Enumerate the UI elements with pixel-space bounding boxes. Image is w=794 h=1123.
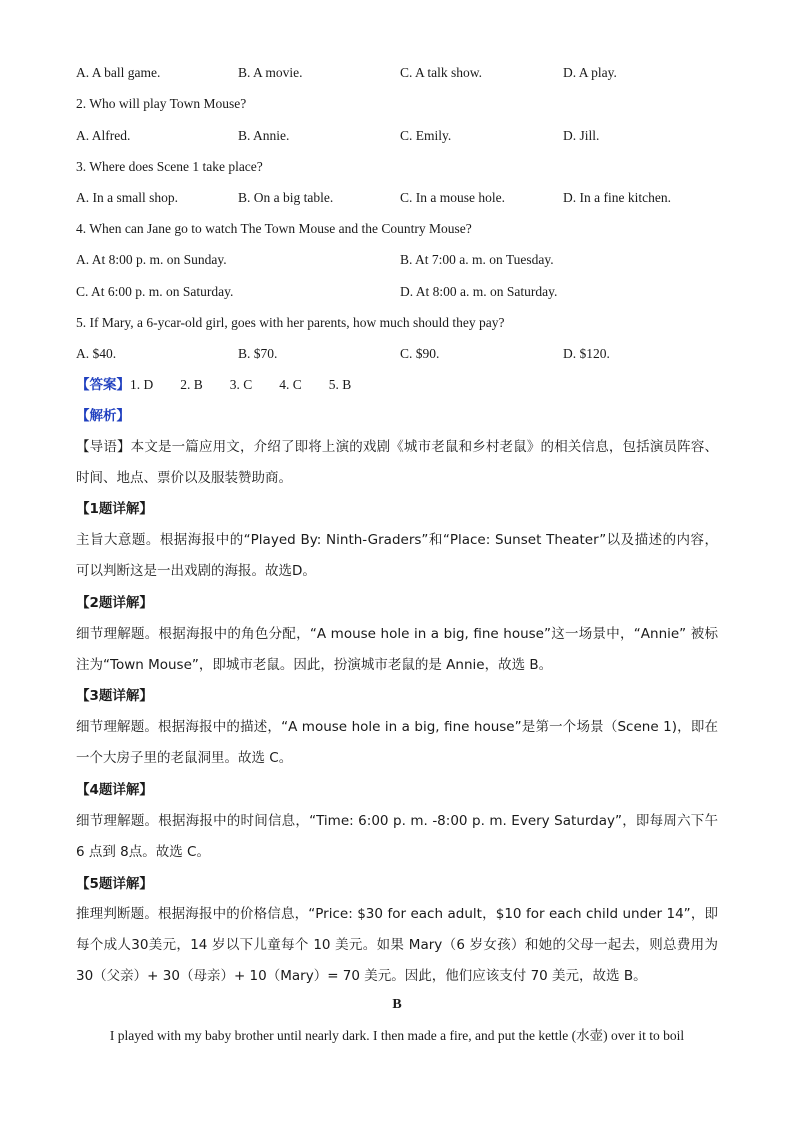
- q1-option-a: A. A ball game.: [76, 65, 161, 80]
- q2-option-c: C. Emily.: [400, 128, 452, 143]
- section-2-heading: 【2题详解】: [76, 595, 153, 611]
- q2-option-d: D. Jill.: [563, 128, 600, 143]
- q2-option-a: A. Alfred.: [76, 128, 131, 143]
- section-b-label: B: [392, 997, 402, 1012]
- q4-option-d: D. At 8:00 a. m. on Saturday.: [400, 284, 558, 299]
- q2-stem: 2. Who will play Town Mouse?: [76, 96, 247, 111]
- section-5-heading: 【5题详解】: [76, 876, 153, 892]
- answer-text: 1. D 2. B 3. C 4. C 5. B: [130, 377, 352, 392]
- q5-option-b: B. $70.: [238, 346, 278, 361]
- section-1-body: 主旨大意题。根据海报中的“Played By: Ninth-Graders”和“Place: Sunset Theater”以及描述的内容，可以判断这是一出戏剧的海报。故选D。: [76, 532, 718, 579]
- q5-option-a: A. $40.: [76, 346, 117, 361]
- section-5-body: 推理判断题。根据海报中的价格信息，“Price: $30 for each adult，$10 for each child under 14”，即每个成人30美元，14 岁以下儿童每个 10 美元。如果 Mary（6 岁女孩）和她的父母一起去，则总费用为 30（父亲）+ 30（母亲）+ 10（Mary）= 70 美元。因此，他们应该支付 70 美元，故选 B。: [76, 906, 718, 984]
- passage-b-first-line: I played with my baby brother until nearly dark. I then made a fire, and put the kettle (水壶) over it to boil: [109, 1028, 685, 1043]
- section-1-heading: 【1题详解】: [76, 501, 153, 517]
- q5-option-c: C. $90.: [400, 346, 440, 361]
- q5-option-d: D. $120.: [563, 346, 610, 361]
- q3-option-c: C. In a mouse hole.: [400, 190, 505, 205]
- q1-option-d: D. A play.: [563, 65, 617, 80]
- q4-option-a: A. At 8:00 p. m. on Sunday.: [76, 252, 227, 267]
- q1-option-c: C. A talk show.: [400, 65, 483, 80]
- q3-option-b: B. On a big table.: [238, 190, 334, 205]
- q4-option-c: C. At 6:00 p. m. on Saturday.: [76, 284, 234, 299]
- q3-stem: 3. Where does Scene 1 take place?: [76, 159, 263, 174]
- q4-option-b: B. At 7:00 a. m. on Tuesday.: [400, 252, 554, 267]
- q3-option-a: A. In a small shop.: [76, 190, 178, 205]
- section-2-body: 细节理解题。根据海报中的角色分配，“A mouse hole in a big, fine house”这一场景中，“Annie” 被标注为“Town Mouse”，即城市老鼠。因此，扮演城市老鼠的是 Annie，故选 B。: [76, 626, 718, 673]
- analysis-label: 【解析】: [76, 408, 130, 424]
- q2-option-b: B. Annie.: [238, 128, 290, 143]
- q5-stem: 5. If Mary, a 6-ycar-old girl, goes with her parents, how much should they pay?: [76, 315, 505, 330]
- answer-label: 【答案】: [76, 377, 130, 393]
- q1-option-b: B. A movie.: [238, 65, 303, 80]
- q3-option-d: D. In a fine kitchen.: [563, 190, 671, 205]
- section-4-heading: 【4题详解】: [76, 782, 153, 798]
- q4-stem: 4. When can Jane go to watch The Town Mouse and the Country Mouse?: [76, 221, 472, 236]
- section-3-body: 细节理解题。根据海报中的描述，“A mouse hole in a big, fine house”是第一个场景（Scene 1)，即在一个大房子里的老鼠洞里。故选 C。: [76, 719, 718, 766]
- section-4-body: 细节理解题。根据海报中的时间信息，“Time: 6:00 p. m. -8:00 p. m. Every Saturday”，即每周六下午 6 点到 8点。故选 C。: [76, 813, 718, 860]
- section-3-heading: 【3题详解】: [76, 688, 153, 704]
- analysis-guide: 【导语】本文是一篇应用文，介绍了即将上演的戏剧《城市老鼠和乡村老鼠》的相关信息，包括演员阵容、时间、地点、票价以及服装赞助商。: [76, 439, 718, 486]
- answer-line: [76, 376, 351, 394]
